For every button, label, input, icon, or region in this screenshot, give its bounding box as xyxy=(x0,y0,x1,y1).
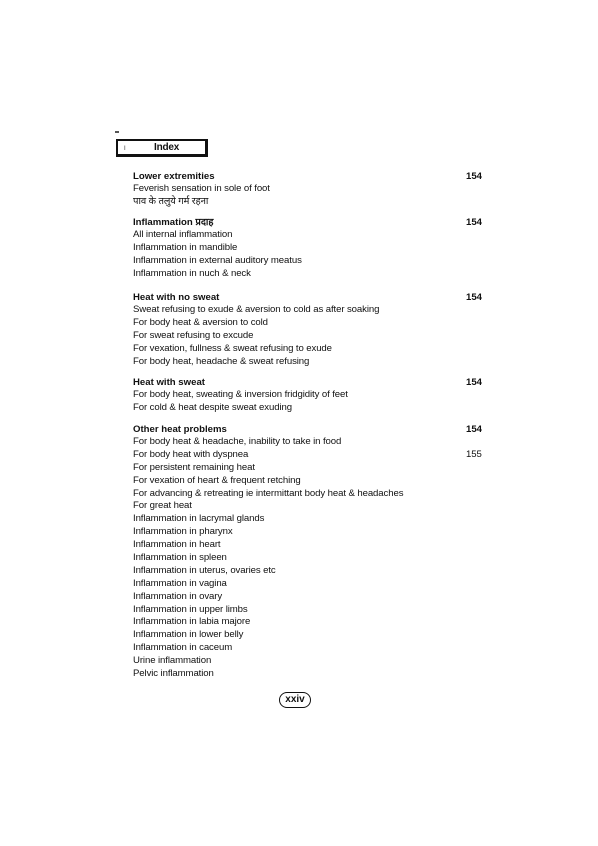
entry-text: Inflammation in lower belly xyxy=(133,629,244,641)
index-tab-label: Index xyxy=(154,142,180,153)
entry-text: Inflammation in lacrymal glands xyxy=(133,513,265,525)
entry-text: For persistent remaining heat xyxy=(133,461,255,473)
entry-text: Sweat refusing to exude & aversion to cold as after soaking xyxy=(133,304,380,315)
entry-text: Inflammation in labia majore xyxy=(133,616,251,628)
index-entry xyxy=(133,389,493,402)
entry-text: For body heat with dyspnea xyxy=(133,448,249,460)
index-section xyxy=(133,216,493,281)
page-number-badge: xxiv xyxy=(279,692,311,708)
index-entry xyxy=(133,449,493,462)
section-title: Other heat problems xyxy=(133,424,227,435)
index-entry xyxy=(133,539,493,552)
index-entry xyxy=(133,475,493,488)
entry-text: For cold & heat despite sweat exuding xyxy=(133,401,292,413)
section-page-number: 154 xyxy=(466,292,483,303)
entry-text: Inflammation in external auditory meatus xyxy=(133,254,302,266)
entry-text: All internal inflammation xyxy=(133,229,233,240)
section-title: Inflammation प्रदाह xyxy=(133,217,214,228)
index-entry xyxy=(133,526,493,539)
entry-text: For vexation, fullness & sweat refusing to exude xyxy=(133,342,332,354)
section-page-number: 154 xyxy=(466,424,483,435)
index-entry xyxy=(133,655,493,668)
section-heading xyxy=(133,291,493,304)
entry-text: Inflammation in spleen xyxy=(133,552,227,564)
index-entry xyxy=(133,604,493,617)
index-entry xyxy=(133,402,493,415)
index-entry xyxy=(133,565,493,578)
section-title: Heat with sweat xyxy=(133,377,205,388)
section-page-number: 154 xyxy=(466,377,483,388)
entry-text: For great heat xyxy=(133,500,192,512)
index-entry xyxy=(133,330,493,343)
entry-text: For vexation of heart & frequent retching xyxy=(133,474,301,486)
index-entry xyxy=(133,616,493,629)
entry-text: Inflammation in ovary xyxy=(133,590,223,602)
entry-text: Inflammation in heart xyxy=(133,539,221,551)
section-title: Lower extremities xyxy=(133,171,215,182)
entry-text: For advancing & retreating ie intermittant body heat & headaches xyxy=(133,487,404,499)
index-entry xyxy=(133,196,493,209)
entry-text: Inflammation in uterus, ovaries etc xyxy=(133,564,276,576)
entry-text: Inflammation in upper limbs xyxy=(133,603,248,615)
index-tab xyxy=(116,139,208,157)
entry-text: Feverish sensation in sole of foot xyxy=(133,183,270,194)
index-entry xyxy=(133,317,493,330)
section-title: Heat with no sweat xyxy=(133,292,220,303)
section-heading xyxy=(133,423,493,436)
section-page-number: 154 xyxy=(466,217,483,228)
index-entry xyxy=(133,229,493,242)
entry-text: Inflammation in mandible xyxy=(133,241,238,253)
entry-text: पाव के तलुये गर्म रहना xyxy=(133,195,209,207)
index-entry xyxy=(133,183,493,196)
index-entry xyxy=(133,488,493,501)
entry-text: Inflammation in caceum xyxy=(133,642,233,654)
tab-marker: I xyxy=(124,146,126,152)
index-section xyxy=(133,291,493,368)
section-heading xyxy=(133,216,493,229)
entry-text: For body heat, sweating & inversion fridgidity of feet xyxy=(133,389,348,400)
index-section xyxy=(133,376,493,415)
entry-text: For sweat refusing to excude xyxy=(133,329,254,341)
index-entry xyxy=(133,591,493,604)
entry-text: For body heat & headache, inability to take in food xyxy=(133,436,342,447)
index-entry xyxy=(133,462,493,475)
section-heading xyxy=(133,376,493,389)
index-entry xyxy=(133,629,493,642)
index-entry xyxy=(133,578,493,591)
scan-mark xyxy=(115,131,119,133)
index-entry xyxy=(133,356,493,369)
index-entry xyxy=(133,268,493,281)
entry-text: Inflammation in pharynx xyxy=(133,526,233,538)
index-entry xyxy=(133,500,493,513)
index-entry xyxy=(133,513,493,526)
index-section xyxy=(133,423,493,681)
section-heading xyxy=(133,170,493,183)
entry-text: Urine inflammation xyxy=(133,655,212,667)
index-entry xyxy=(133,668,493,681)
entry-text: For body heat, headache & sweat refusing xyxy=(133,355,310,367)
index-entry xyxy=(133,642,493,655)
entry-text: For body heat & aversion to cold xyxy=(133,316,268,328)
section-page-number: 154 xyxy=(466,171,483,182)
entry-text: Inflammation in nuch & neck xyxy=(133,267,251,279)
entry-text: Inflammation in vagina xyxy=(133,577,227,589)
index-section xyxy=(133,170,493,209)
entry-text: Pelvic inflammation xyxy=(133,668,214,680)
index-entry xyxy=(133,304,493,317)
entry-page-number: 155 xyxy=(466,448,482,460)
index-entry xyxy=(133,343,493,356)
index-entry xyxy=(133,242,493,255)
index-entry xyxy=(133,436,493,449)
index-entry xyxy=(133,255,493,268)
index-entry xyxy=(133,552,493,565)
